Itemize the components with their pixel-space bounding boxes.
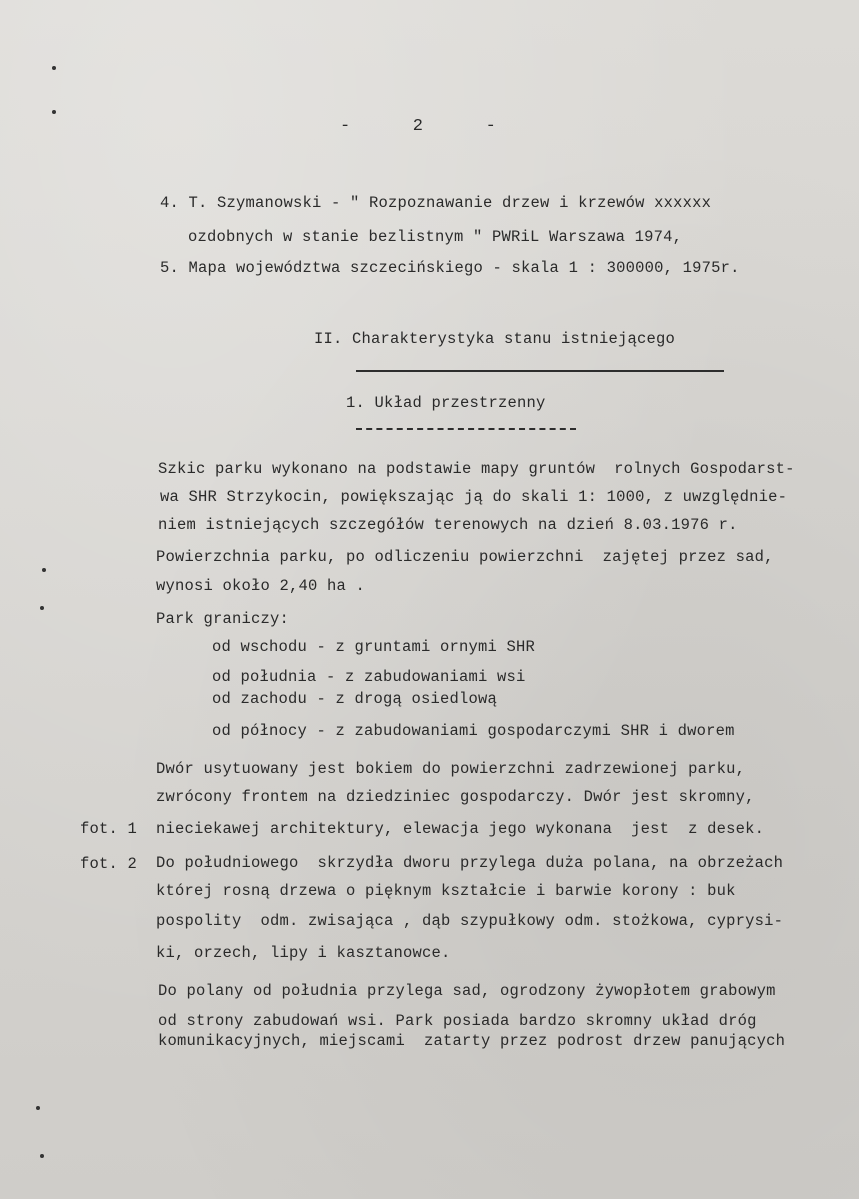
reference-4-line2: ozdobnych w stanie bezlistnym " PWRiL Warszawa 1974, [188, 228, 683, 246]
subsection-title-underline [356, 428, 576, 430]
punch-mark [40, 606, 44, 610]
page-number: - 2 - [340, 117, 497, 136]
margin-note-photo1: fot. 1 [80, 820, 138, 838]
margin-note-photo2: fot. 2 [80, 855, 138, 873]
paragraph1-line: Powierzchnia parku, po odliczeniu powierzchni zajętej przez sad, [156, 548, 774, 566]
paragraph3-line: od strony zabudowań wsi. Park posiada bardzo skromny układ dróg [158, 1012, 757, 1030]
paragraph3-line: komunikacyjnych, miejscami zatarty przez podrost drzew panujących [158, 1032, 786, 1050]
reference-5: 5. Mapa województwa szczecińskiego - skala 1 : 300000, 1975r. [160, 259, 740, 277]
border-east: od wschodu - z gruntami ornymi SHR [212, 638, 536, 656]
border-south: od południa - z zabudowaniami wsi [212, 668, 526, 686]
paragraph1-line: wa SHR Strzykocin, powiększając ją do skali 1: 1000, z uwzględnie- [160, 488, 788, 506]
punch-mark [42, 568, 46, 572]
border-north: od północy - z zabudowaniami gospodarczymi SHR i dworem [212, 722, 735, 740]
paragraph1-line: niem istniejących szczegółów terenowych na dzień 8.03.1976 r. [158, 516, 738, 534]
punch-mark [52, 66, 56, 70]
punch-mark [40, 1154, 44, 1158]
punch-mark [52, 110, 56, 114]
borders-intro: Park graniczy: [156, 610, 290, 628]
reference-4-line1: 4. T. Szymanowski - " Rozpoznawanie drzew i krzewów xxxxxx [160, 194, 712, 212]
paragraph2-line: Do południowego skrzydła dworu przylega duża polana, na obrzeżach [156, 854, 784, 872]
subsection-title: 1. Układ przestrzenny [346, 394, 546, 412]
paragraph1-line: Szkic parku wykonano na podstawie mapy gruntów rolnych Gospodarst- [158, 460, 795, 478]
paragraph2-line: nieciekawej architektury, elewacja jego wykonana jest z desek. [156, 820, 765, 838]
paragraph2-line: pospolity odm. zwisająca , dąb szypułkowy odm. stożkowa, cyprysi- [156, 912, 784, 930]
paragraph1-line: wynosi około 2,40 ha . [156, 577, 366, 595]
border-west: od zachodu - z drogą osiedlową [212, 690, 498, 708]
section-title-underline [356, 370, 724, 372]
paragraph2-line: której rosną drzewa o pięknym kształcie i barwie korony : buk [156, 882, 736, 900]
paragraph2-line: zwrócony frontem na dziedziniec gospodarczy. Dwór jest skromny, [156, 788, 755, 806]
punch-mark [36, 1106, 40, 1110]
section-title: II. Charakterystyka stanu istniejącego [314, 330, 676, 348]
paragraph3-line: Do polany od południa przylega sad, ogrodzony żywopłotem grabowym [158, 982, 776, 1000]
paragraph2-line: Dwór usytuowany jest bokiem do powierzchni zadrzewionej parku, [156, 760, 746, 778]
paragraph2-line: ki, orzech, lipy i kasztanowce. [156, 944, 451, 962]
